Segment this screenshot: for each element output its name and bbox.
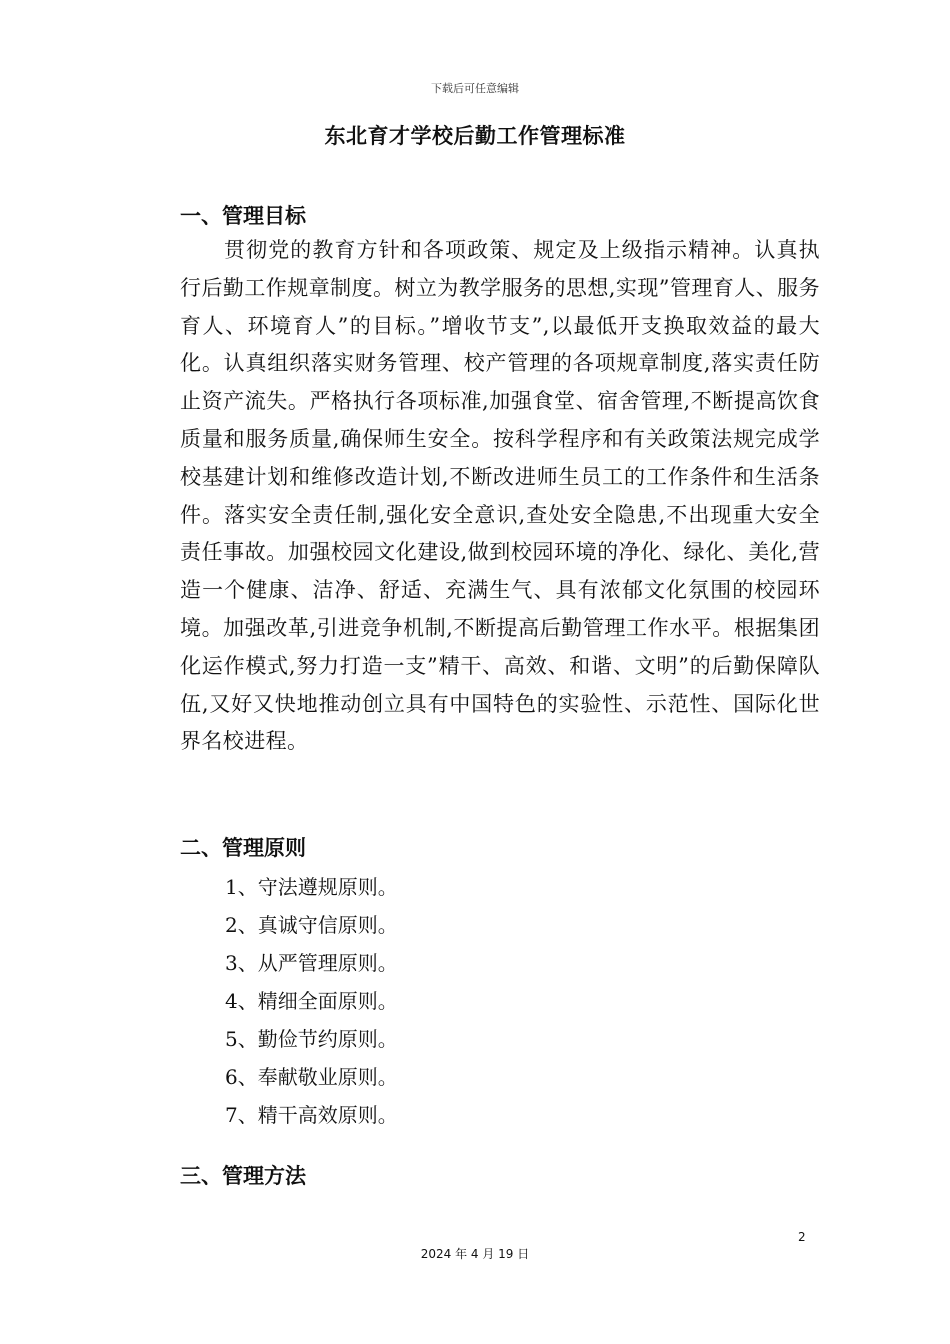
list-item: 2、真诚守信原则。	[225, 913, 398, 937]
list-item: 7、精干高效原则。	[225, 1103, 398, 1127]
list-item: 3、从严管理原则。	[225, 951, 398, 975]
header-note: 下载后可任意编辑	[431, 82, 519, 95]
principles-list	[225, 868, 398, 1134]
list-item: 1、守法遵规原则。	[225, 875, 398, 899]
goals-paragraph: 贯彻党的教育方针和各项政策、规定及上级指示精神。认真执行后勤工作规章制度。树立为教学服务的思想,实现”管理育人、服务育人、环境育人”的目标。”增收节支”,以最低开支换取效益的最大化。认真组织落实财务管理、校产管理的各项规章制度,落实责任防止资产流失。严格执行各项标准,加强食堂、宿舍管理,不断提高饮食质量和服务质量,确保师生安全。按科学程序和有关政策法规完成学校基建计划和维修改造计划,不断改进师生员工的工作条件和生活条件。落实安全责任制,强化安全意识,查处安全隐患,不出现重大安全责任事故。加强校园文化建设,做到校园环境的净化、绿化、美化,营造一个健康、洁净、舒适、充满生气、具有浓郁文化氛围的校园环境。加强改革,引进竞争机制,不断提高后勤管理工作水平。根据集团化运作模式,努力打造一支”精干、高效、和谐、文明”的后勤保障队伍,又好又快地推动创立具有中国特色的实验性、示范性、国际化世界名校进程。	[180, 238, 820, 754]
section-heading-principles: 二、管理原则	[180, 836, 306, 860]
page-number: 2	[798, 1230, 806, 1244]
list-item: 6、奉献敬业原则。	[225, 1065, 398, 1089]
section-heading-methods: 三、管理方法	[180, 1164, 306, 1188]
list-item: 5、勤俭节约原则。	[225, 1027, 398, 1051]
section-heading-goals: 一、管理目标	[180, 204, 306, 228]
document-title: 东北育才学校后勤工作管理标准	[324, 124, 626, 148]
list-item: 4、精细全面原则。	[225, 989, 398, 1013]
footer-date: 2024 年 4 月 19 日	[420, 1247, 530, 1261]
